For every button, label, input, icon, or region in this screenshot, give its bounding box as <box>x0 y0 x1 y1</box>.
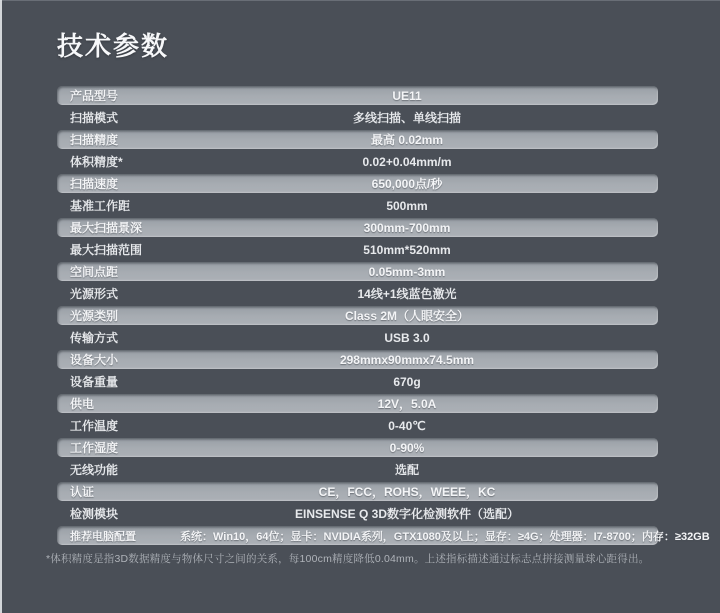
row-value: 系统：Win10，64位；显卡：NVIDIA系列，GTX1080及以上；显存：≥4G；处理器：I7-8700；内存：≥32GB <box>180 530 710 543</box>
row-value: 670g <box>393 374 421 389</box>
row-value: 300mm-700mm <box>363 220 451 235</box>
table-row <box>57 108 658 127</box>
row-value: 298mmx90mmx74.5mm <box>339 352 475 367</box>
row-value: 500mm <box>386 198 428 213</box>
row-label: 基准工作距 <box>70 199 131 213</box>
table-row <box>57 328 658 347</box>
row-value: 0-40℃ <box>388 418 426 433</box>
row-label: 检测模块 <box>70 507 119 521</box>
row-label: 工作温度 <box>70 419 119 433</box>
row-value: 选配 <box>394 463 419 477</box>
table-row <box>57 350 658 369</box>
table-row <box>57 174 658 193</box>
row-label: 无线功能 <box>70 463 119 477</box>
footnote: *体积精度是指3D数据精度与物体尺寸之间的关系，每100cm精度降低0.04mm。上述指标描述通过标志点拼接测量球心距得出。 <box>46 553 650 565</box>
row-value: UE11 <box>392 88 422 103</box>
row-label: 供电 <box>70 397 95 411</box>
row-label: 最大扫描景深 <box>70 221 143 235</box>
row-label: 光源形式 <box>70 287 119 301</box>
row-value: 最高 0.02mm <box>370 133 444 147</box>
row-label: 扫描速度 <box>70 177 119 191</box>
row-value: Class 2M（人眼安全） <box>344 309 470 323</box>
row-value: 12V，5.0A <box>377 397 437 411</box>
table-row <box>57 152 658 171</box>
row-label: 传输方式 <box>70 331 119 345</box>
table-row <box>57 262 658 281</box>
row-label: 设备大小 <box>70 353 119 367</box>
row-label: 扫描模式 <box>70 111 119 125</box>
table-row <box>57 438 658 457</box>
table-row <box>57 394 658 413</box>
row-value: 14线+1线蓝色激光 <box>357 287 457 301</box>
row-value: USB 3.0 <box>384 330 430 345</box>
row-label: 产品型号 <box>70 89 119 103</box>
row-value: CE，FCC，ROHS，WEEE，KC <box>318 485 496 499</box>
table-row <box>57 460 658 479</box>
row-value: 0-90% <box>389 440 425 455</box>
row-label: 光源类别 <box>70 309 119 323</box>
row-label: 工作湿度 <box>70 441 119 455</box>
table-row <box>57 86 658 105</box>
spec-table <box>57 86 710 548</box>
row-label: 推荐电脑配置 <box>70 530 136 543</box>
row-value: 510mm*520mm <box>363 242 451 257</box>
table-row <box>57 504 658 523</box>
row-label: 扫描精度 <box>70 133 119 147</box>
row-label: 设备重量 <box>70 375 119 389</box>
row-value: 多线扫描、单线扫描 <box>352 111 461 125</box>
page-title: 技术参数 <box>57 31 170 61</box>
table-row <box>57 218 658 237</box>
row-value: 650,000点/秒 <box>371 177 443 191</box>
row-label: 体积精度* <box>70 155 123 169</box>
row-label: 认证 <box>70 485 95 499</box>
row-value: 0.05mm-3mm <box>368 264 446 279</box>
table-row <box>57 526 710 545</box>
row-value: EINSENSE Q 3D数字化检测软件（选配） <box>294 507 520 521</box>
table-row <box>57 482 658 501</box>
row-label: 最大扫描范围 <box>70 243 143 257</box>
row-value: 0.02+0.04mm/m <box>362 154 452 169</box>
table-row <box>57 130 658 149</box>
table-row <box>57 306 658 325</box>
table-row <box>57 284 658 303</box>
table-row <box>57 372 658 391</box>
row-label: 空间点距 <box>70 265 119 279</box>
table-row <box>57 196 658 215</box>
table-row <box>57 240 658 259</box>
table-row <box>57 416 658 435</box>
